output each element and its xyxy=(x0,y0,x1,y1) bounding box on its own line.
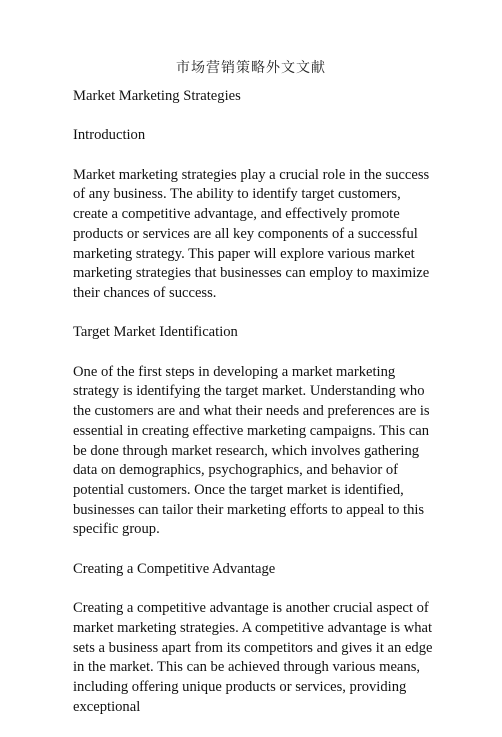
english-title: Market Marketing Strategies xyxy=(73,88,241,104)
document-body xyxy=(73,87,433,737)
section-body-introduction: Market marketing strategies play a crucial role in the success of any business. The ability to identify target customers, create a competitive advantage, and effectively promote products or services are all key components of a successful marketing strategy. This paper will explore various market marketing strategies that businesses can employ to maximize their chances of success. xyxy=(73,166,430,301)
section-body-target-market: One of the first steps in developing a market marketing strategy is identifying the target market. Understanding who the customers are and what their needs and preferences are is essential in creating effective marketing campaigns. This can be done through market research, which involves gathering data on demographics, psychographics, and behavior of potential customers. Once the target market is identified, businesses can tailor their marketing efforts to appeal to this specific group. xyxy=(73,363,430,538)
section-heading-competitive-advantage: Creating a Competitive Advantage xyxy=(73,560,276,577)
section-heading-target-market: Target Market Identification xyxy=(73,324,238,341)
chinese-title: 市场营销策略外文文献 xyxy=(176,61,326,76)
section-heading-introduction: Introduction xyxy=(73,127,146,144)
section-body-competitive-advantage: Creating a competitive advantage is another crucial aspect of market marketing strategies. A competitive advantage is what sets a business apart from its competitors and gives it an edge in the market. This can be achieved through various means, including offering unique products or services, providing exceptional xyxy=(73,600,433,715)
